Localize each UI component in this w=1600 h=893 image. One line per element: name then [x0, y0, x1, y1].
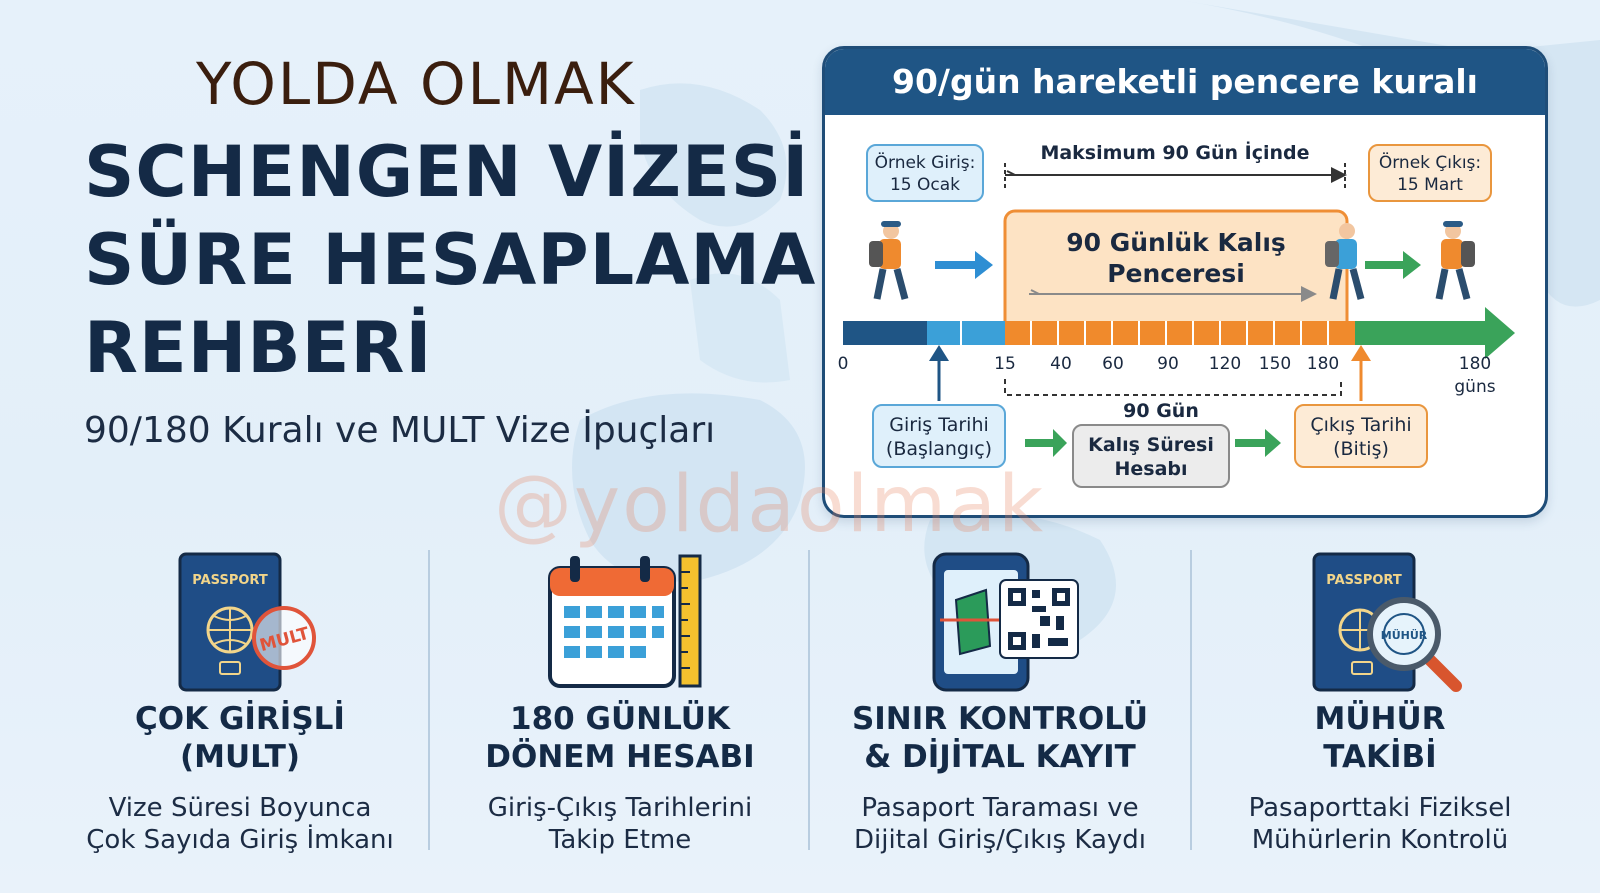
feature-mult [50, 540, 430, 870]
page-title [84, 128, 816, 392]
feature-desc-line1: Pasaporttaki Fiziksel [1248, 793, 1512, 823]
feature-title-line2: DÖNEM HESABI [485, 739, 755, 775]
feature-border-control [810, 540, 1190, 870]
feature-180-day [430, 540, 810, 870]
green-arrow-icon-2 [1025, 429, 1067, 457]
green-arrow-icon-3 [1235, 429, 1281, 457]
entry-date-line1: Giriş Tarihi [889, 414, 989, 436]
entry-pointer-icon [929, 345, 949, 361]
feature-desc-line2: Takip Etme [548, 825, 692, 855]
entry-example-box [867, 145, 983, 201]
traveler-left-icon [869, 221, 905, 299]
end-unit-label: güns [1454, 377, 1496, 397]
feature-title-line1: SINIR KONTROLÜ [851, 701, 1149, 737]
stay-window-box [1005, 211, 1347, 331]
watermark: @yoldaolmak [494, 460, 1046, 550]
calc-line1: Kalış Süresi [1088, 434, 1214, 456]
passport-label: PASSPORT [1326, 573, 1402, 588]
feature-desc-line1: Giriş-Çıkış Tarihlerini [487, 793, 753, 823]
passport-magnifier-icon [1300, 550, 1470, 700]
entry-date-box [873, 405, 1005, 467]
feature-description [810, 792, 1190, 856]
tick-180-end: 180 [1458, 354, 1492, 374]
max-90-label: Maksimum 90 Gün İçinde [1040, 142, 1310, 164]
exit-date-line2: (Bitiş) [1333, 438, 1389, 460]
feature-row [0, 540, 1600, 870]
exit-example-line1: Örnek Çıkış: [1378, 153, 1482, 173]
feature-description [430, 792, 810, 856]
calc-line2: Hesabı [1114, 458, 1188, 480]
rolling-window-diagram [825, 49, 1545, 515]
traveler-right-icon [1439, 221, 1475, 299]
stay-calc-box [1073, 425, 1229, 487]
window-label-line2: Penceresi [1107, 259, 1245, 288]
duration-label: 90 Gün [1123, 400, 1199, 422]
exit-example-box [1369, 145, 1491, 201]
title-line-3: REHBERİ [84, 307, 433, 389]
feature-description [50, 792, 430, 856]
feature-desc-line2: Çok Sayıda Giriş İmkanı [86, 825, 394, 855]
feature-title-line2: TAKİBİ [1323, 739, 1437, 775]
calendar-ruler-icon [540, 550, 710, 700]
feature-stamp-tracking [1190, 540, 1570, 870]
passport-label: PASSPORT [192, 573, 268, 588]
feature-title-line1: 180 GÜNLÜK [510, 701, 730, 737]
window-label-line1: 90 Günlük Kalış [1066, 228, 1286, 257]
feature-desc-line1: Pasaport Taraması ve [861, 793, 1139, 823]
tick-15: 15 [994, 354, 1016, 374]
feature-title [1190, 700, 1570, 776]
page-subtitle: 90/180 Kuralı ve MULT Vize İpuçları [84, 410, 716, 451]
feature-title-line1: MÜHÜR [1314, 701, 1446, 737]
rolling-window-panel [822, 46, 1548, 518]
entry-example-line2: 15 Ocak [889, 175, 961, 195]
feature-title [810, 700, 1190, 776]
tick-150: 150 [1258, 354, 1292, 374]
green-arrow-icon-1 [1365, 251, 1421, 279]
tick-40: 40 [1050, 354, 1072, 374]
feature-title [50, 700, 430, 776]
mult-stamp: MULT [257, 623, 312, 657]
title-line-1: SCHENGEN VİZESİ [84, 131, 810, 213]
feature-title-line2: (MULT) [179, 739, 301, 775]
tick-120: 120 [1208, 354, 1242, 374]
exit-date-box [1295, 405, 1427, 467]
stamp-mark: MÜHÜR [1380, 629, 1428, 642]
entry-date-line2: (Başlangıç) [885, 438, 993, 460]
feature-title-line1: ÇOK GİRİŞLİ [135, 701, 345, 737]
exit-date-line1: Çıkış Tarihi [1310, 414, 1412, 436]
feature-description [1190, 792, 1570, 856]
panel-header: 90/gün hareketli pencere kuralı [825, 49, 1545, 115]
exit-pointer-icon [1351, 345, 1371, 361]
feature-title [430, 700, 810, 776]
tick-180: 180 [1306, 354, 1340, 374]
feature-desc-line2: Mühürlerin Kontrolü [1251, 825, 1509, 855]
tick-0: 0 [837, 354, 849, 374]
passport-mult-icon [160, 550, 320, 700]
tick-90: 90 [1157, 354, 1179, 374]
entry-example-line1: Örnek Giriş: [874, 153, 976, 173]
feature-desc-line1: Vize Süresi Boyunca [108, 793, 372, 823]
tablet-qr-icon [920, 550, 1090, 700]
title-line-2: SÜRE HESAPLAMA [84, 219, 817, 301]
exit-example-line2: 15 Mart [1397, 175, 1463, 195]
blue-arrow-icon [935, 251, 993, 279]
feature-desc-line2: Dijital Giriş/Çıkış Kaydı [853, 825, 1146, 855]
tick-60: 60 [1102, 354, 1124, 374]
brand-name: YOLDA OLMAK [196, 50, 636, 118]
feature-title-line2: & DİJİTAL KAYIT [864, 739, 1136, 775]
